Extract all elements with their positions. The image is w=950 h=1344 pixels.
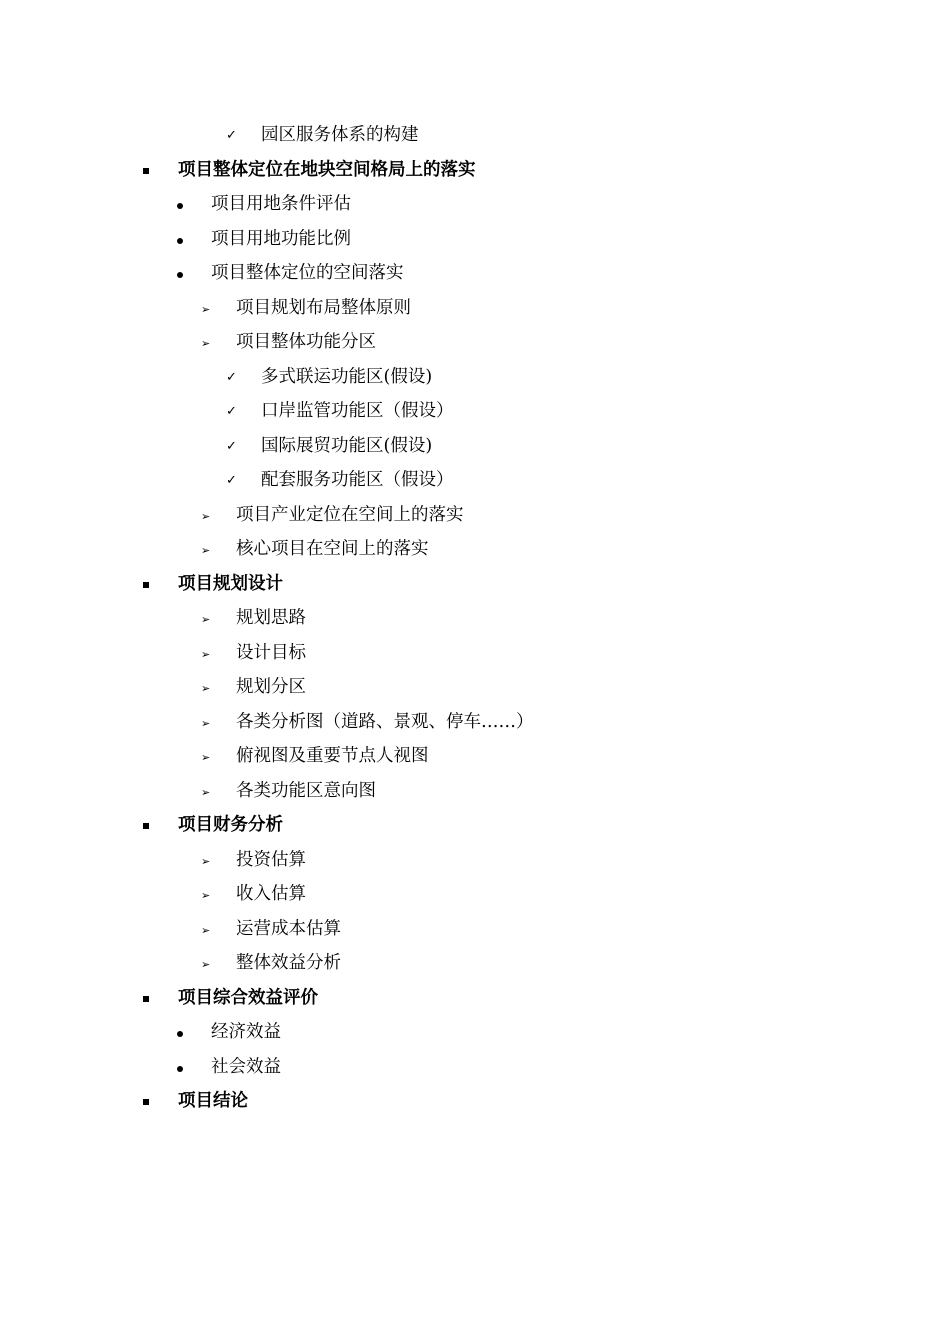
outline-heading bbox=[0, 1084, 950, 1119]
check-icon: ✓ bbox=[226, 438, 237, 454]
item-text: 经济效益 bbox=[211, 1022, 281, 1042]
outline-item bbox=[0, 360, 950, 395]
outline-heading bbox=[0, 808, 950, 843]
outline-item bbox=[0, 187, 950, 222]
arrow-icon: ➢ bbox=[201, 923, 211, 937]
square-bullet-icon bbox=[143, 567, 151, 602]
item-text: 项目用地条件评估 bbox=[211, 194, 351, 214]
outline-item bbox=[0, 256, 950, 291]
square-bullet-icon bbox=[143, 153, 151, 188]
item-text: 社会效益 bbox=[211, 1056, 281, 1077]
item-text: 运营成本估算 bbox=[236, 918, 341, 939]
outline-item bbox=[0, 877, 950, 912]
item-text: 各类分析图（道路、景观、停车……） bbox=[236, 711, 534, 732]
heading-text: 项目整体定位在地块空间格局上的落实 bbox=[178, 159, 476, 180]
outline-item bbox=[0, 946, 950, 981]
item-text: 口岸监管功能区（假设） bbox=[261, 401, 454, 421]
round-bullet-icon bbox=[177, 187, 185, 222]
item-text: 整体效益分析 bbox=[236, 953, 341, 973]
outline-item bbox=[0, 325, 950, 360]
heading-text: 项目财务分析 bbox=[178, 815, 283, 835]
item-text: 项目整体定位的空间落实 bbox=[211, 263, 404, 283]
round-bullet-icon bbox=[177, 222, 185, 257]
outline-item bbox=[0, 498, 950, 533]
item-text: 多式联运功能区(假设) bbox=[261, 366, 433, 387]
heading-text: 项目结论 bbox=[178, 1091, 248, 1111]
outline-item bbox=[0, 1050, 950, 1085]
arrow-icon: ➢ bbox=[201, 544, 211, 557]
outline-item bbox=[0, 636, 950, 671]
arrow-icon: ➢ bbox=[201, 337, 211, 350]
item-text: 项目整体功能分区 bbox=[236, 332, 376, 352]
check-icon: ✓ bbox=[226, 128, 237, 143]
item-text: 项目产业定位在空间上的落实 bbox=[236, 504, 464, 525]
outline-item bbox=[0, 705, 950, 740]
outline-heading bbox=[0, 567, 950, 602]
outline-heading bbox=[0, 981, 950, 1016]
item-text: 核心项目在空间上的落实 bbox=[236, 539, 429, 559]
arrow-icon: ➢ bbox=[201, 302, 211, 316]
check-icon: ✓ bbox=[226, 369, 237, 385]
item-text: 规划分区 bbox=[236, 677, 306, 697]
square-bullet-icon bbox=[143, 1084, 151, 1119]
check-icon: ✓ bbox=[226, 473, 237, 488]
item-text: 收入估算 bbox=[236, 884, 306, 904]
square-bullet-icon bbox=[143, 981, 151, 1016]
arrow-icon: ➢ bbox=[201, 613, 211, 626]
outline-heading bbox=[0, 153, 950, 188]
check-icon: ✓ bbox=[226, 404, 237, 419]
outline-item bbox=[0, 670, 950, 705]
outline-item bbox=[0, 429, 950, 464]
item-text: 设计目标 bbox=[236, 642, 306, 663]
item-text: 俯视图及重要节点人视图 bbox=[236, 746, 429, 766]
arrow-icon: ➢ bbox=[201, 647, 211, 661]
outline-item bbox=[0, 222, 950, 257]
item-text: 各类功能区意向图 bbox=[236, 780, 376, 801]
round-bullet-icon bbox=[177, 256, 185, 291]
item-text: 国际展贸功能区(假设) bbox=[261, 435, 433, 456]
item-text: 投资估算 bbox=[236, 849, 306, 870]
outline-item bbox=[0, 601, 950, 636]
arrow-icon: ➢ bbox=[201, 716, 211, 730]
outline-item bbox=[0, 739, 950, 774]
arrow-icon: ➢ bbox=[201, 509, 211, 523]
item-text: 配套服务功能区（假设） bbox=[261, 470, 454, 490]
item-text: 规划思路 bbox=[236, 608, 306, 628]
outline-item bbox=[0, 912, 950, 947]
outline-list bbox=[0, 118, 950, 1119]
arrow-icon: ➢ bbox=[201, 751, 211, 764]
arrow-icon: ➢ bbox=[201, 889, 211, 902]
outline-item bbox=[0, 1015, 950, 1050]
outline-item bbox=[0, 118, 950, 153]
outline-item bbox=[0, 291, 950, 326]
outline-item bbox=[0, 532, 950, 567]
heading-text: 项目综合效益评价 bbox=[178, 987, 318, 1008]
arrow-icon: ➢ bbox=[201, 682, 211, 695]
arrow-icon: ➢ bbox=[201, 785, 211, 799]
item-text: 园区服务体系的构建 bbox=[261, 125, 419, 145]
arrow-icon: ➢ bbox=[201, 854, 211, 868]
heading-text: 项目规划设计 bbox=[178, 573, 283, 594]
item-text: 项目用地功能比例 bbox=[211, 228, 351, 249]
arrow-icon: ➢ bbox=[201, 958, 211, 971]
outline-item bbox=[0, 774, 950, 809]
outline-item bbox=[0, 843, 950, 878]
round-bullet-icon bbox=[177, 1015, 185, 1050]
square-bullet-icon bbox=[143, 808, 151, 843]
round-bullet-icon bbox=[177, 1050, 185, 1085]
outline-item bbox=[0, 463, 950, 498]
outline-item bbox=[0, 394, 950, 429]
item-text: 项目规划布局整体原则 bbox=[236, 297, 411, 318]
